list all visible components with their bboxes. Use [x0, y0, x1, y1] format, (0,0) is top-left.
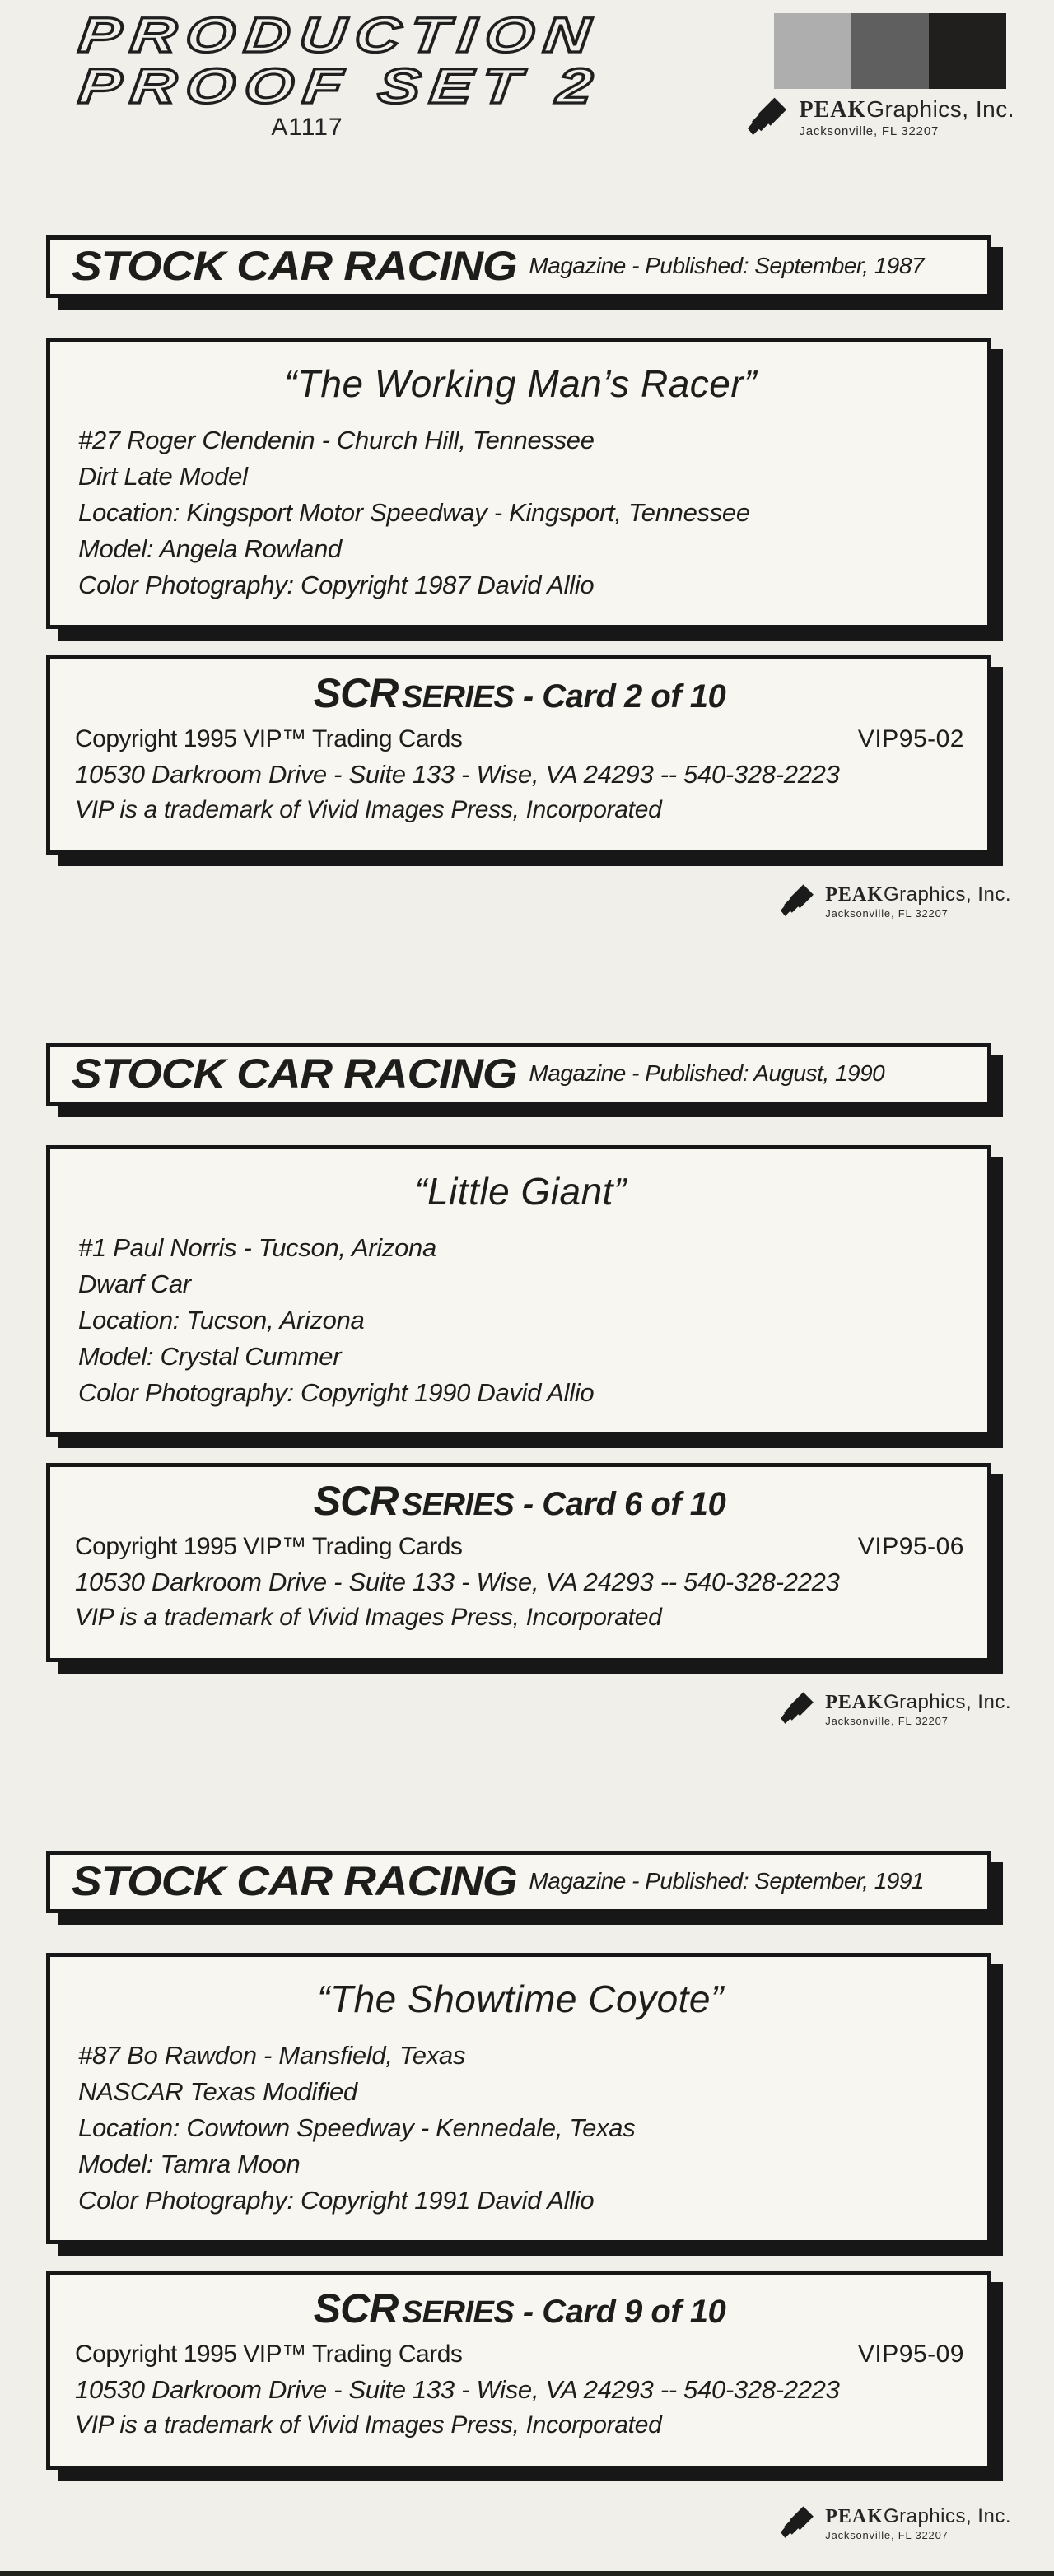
- peak-graphics-logo: [781, 884, 1011, 920]
- series-word: SERIES: [401, 1488, 515, 1522]
- peak-company-name: [799, 97, 1014, 123]
- card-model-line: Model: Tamra Moon: [78, 2150, 301, 2178]
- print-calibration-bar: [774, 13, 1014, 89]
- trademark-note: VIP is a trademark of Vivid Images Press, Incorporated: [75, 1604, 662, 1631]
- magazine-title: STOCK CAR RACING: [72, 1050, 517, 1097]
- card-title: “The Showtime Coyote”: [317, 1977, 724, 2020]
- peak-graphics-logo: [774, 97, 1014, 138]
- peak-mountain-icon: [781, 1692, 817, 1726]
- card-info-box-1: [46, 338, 991, 629]
- peak-mountain-icon: [781, 884, 817, 919]
- series-heading: [75, 2285, 964, 2332]
- card-location-line: Location: Cowtown Speedway - Kennedale, Texas: [78, 2113, 636, 2142]
- peak-city: Jacksonville, FL 32207: [825, 1715, 949, 1727]
- peak-logo-text: [799, 97, 1014, 138]
- copyright-row: [75, 2337, 964, 2372]
- section-divider-logo-1: [0, 884, 1011, 920]
- card-number-label: - Card 6 of 10: [514, 1486, 726, 1522]
- card-driver-line: #27 Roger Clendenin - Church Hill, Tennessee: [78, 426, 595, 454]
- card-driver-line: #87 Bo Rawdon - Mansfield, Texas: [78, 2041, 466, 2070]
- magazine-published: Magazine - Published: September, 1991: [529, 1868, 925, 1894]
- copyright-text: Copyright 1995 VIP™ Trading Cards: [75, 725, 463, 752]
- proof-set-title-line1: PRODUCTION: [76, 7, 603, 63]
- magazine-published: Magazine - Published: August, 1990: [529, 1060, 885, 1086]
- copyright-row: [75, 1530, 964, 1564]
- peak-company-name: [825, 1692, 1011, 1713]
- card-driver-line: #1 Paul Norris - Tucson, Arizona: [78, 1233, 436, 1262]
- proof-set-title-line2: PROOF SET 2: [76, 58, 605, 114]
- graphics-word: Graphics, Inc.: [883, 883, 1011, 906]
- card-location-line: Location: Kingsport Motor Speedway - Kingsport, Tennessee: [78, 498, 750, 527]
- copyright-text: Copyright 1995 VIP™ Trading Cards: [75, 2341, 463, 2368]
- card-photography-line: Color Photography: Copyright 1987 David Allio: [78, 571, 595, 599]
- peak-mountain-icon: [748, 97, 790, 138]
- section-divider-logo-2: [0, 1692, 1011, 1727]
- card-model-line: Model: Angela Rowland: [78, 534, 342, 563]
- card-class-line: Dirt Late Model: [78, 462, 248, 491]
- card-code: VIP95-02: [857, 725, 964, 752]
- peak-word: PEAK: [799, 97, 867, 123]
- card-info-box-3: [46, 1953, 991, 2244]
- magazine-bar-2: [46, 1043, 991, 1106]
- card-number-label: - Card 2 of 10: [514, 678, 726, 715]
- series-word: SERIES: [401, 680, 515, 715]
- card-number-label: - Card 9 of 10: [514, 2294, 726, 2330]
- card-code: VIP95-09: [857, 2341, 964, 2368]
- graphics-word: Graphics, Inc.: [883, 2505, 1011, 2527]
- card-class-line: NASCAR Texas Modified: [78, 2077, 357, 2106]
- proof-set-title: [76, 7, 605, 114]
- series-info-box-3: [46, 2271, 991, 2470]
- calibration-swatch-black: [929, 13, 1006, 89]
- peak-city: Jacksonville, FL 32207: [799, 124, 940, 138]
- series-word: SERIES: [401, 2295, 515, 2330]
- publisher-address: 10530 Darkroom Drive - Suite 133 - Wise, VA 24293 -- 540-328-2223: [75, 1567, 840, 1596]
- card-model-line: Model: Crystal Cummer: [78, 1342, 342, 1371]
- card-photography-line: Color Photography: Copyright 1991 David Allio: [78, 2186, 595, 2215]
- magazine-title: STOCK CAR RACING: [72, 243, 517, 289]
- trademark-note: VIP is a trademark of Vivid Images Press, Incorporated: [75, 2411, 662, 2439]
- header-corner-block: [774, 13, 1014, 138]
- card-title: “Little Giant”: [414, 1170, 627, 1213]
- publisher-address: 10530 Darkroom Drive - Suite 133 - Wise, VA 24293 -- 540-328-2223: [75, 2375, 840, 2404]
- footer-logo: [0, 2506, 1011, 2541]
- peak-company-name: [825, 884, 1011, 906]
- copyright-text: Copyright 1995 VIP™ Trading Cards: [75, 1533, 463, 1560]
- graphics-word: Graphics, Inc.: [866, 96, 1014, 122]
- peak-word: PEAK: [825, 884, 884, 906]
- peak-graphics-logo: [781, 2506, 1011, 2541]
- card-title: “The Working Man’s Racer”: [283, 362, 758, 405]
- peak-logo-text: [825, 884, 1011, 920]
- peak-city: Jacksonville, FL 32207: [825, 2529, 949, 2541]
- series-info-box-1: [46, 655, 991, 855]
- scan-bottom-edge: [0, 2571, 1054, 2576]
- scr-word: SCR: [313, 670, 399, 716]
- card-info-box-2: [46, 1145, 991, 1437]
- peak-graphics-logo: [781, 1692, 1011, 1727]
- series-info-box-2: [46, 1463, 991, 1662]
- publisher-address: 10530 Darkroom Drive - Suite 133 - Wise, VA 24293 -- 540-328-2223: [75, 760, 840, 789]
- proof-code: A1117: [271, 114, 343, 141]
- calibration-swatch-light: [774, 13, 851, 89]
- magazine-published: Magazine - Published: September, 1987: [529, 253, 925, 278]
- magazine-title: STOCK CAR RACING: [72, 1858, 517, 1904]
- magazine-bar-1: [46, 235, 991, 298]
- scr-word: SCR: [313, 2285, 399, 2331]
- proof-sheet-header: [0, 0, 1054, 156]
- peak-mountain-icon: [781, 2506, 817, 2541]
- peak-company-name: [825, 2506, 1011, 2527]
- card-location-line: Location: Tucson, Arizona: [78, 1306, 365, 1335]
- series-heading: [75, 669, 964, 717]
- peak-word: PEAK: [825, 2506, 884, 2527]
- card-photography-line: Color Photography: Copyright 1990 David Allio: [78, 1378, 595, 1407]
- trademark-note: VIP is a trademark of Vivid Images Press, Incorporated: [75, 796, 662, 823]
- card-code: VIP95-06: [857, 1533, 964, 1560]
- magazine-bar-3: [46, 1851, 991, 1913]
- series-heading: [75, 1477, 964, 1525]
- graphics-word: Graphics, Inc.: [883, 1691, 1011, 1713]
- peak-logo-text: [825, 2506, 1011, 2541]
- peak-logo-text: [825, 1692, 1011, 1727]
- copyright-row: [75, 722, 964, 757]
- card-class-line: Dwarf Car: [78, 1269, 191, 1298]
- peak-word: PEAK: [825, 1692, 884, 1713]
- calibration-swatch-mid: [851, 13, 929, 89]
- peak-city: Jacksonville, FL 32207: [825, 907, 949, 920]
- scr-word: SCR: [313, 1478, 399, 1524]
